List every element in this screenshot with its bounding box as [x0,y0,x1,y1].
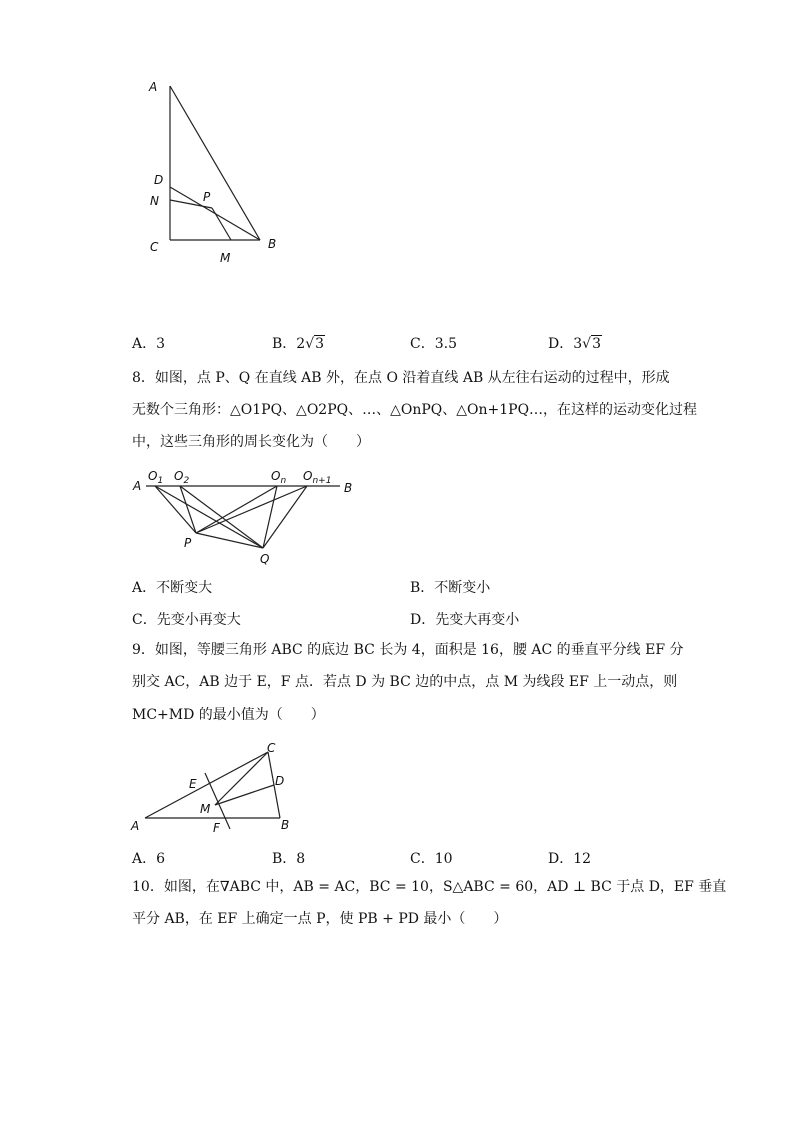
q8-option-a: A．不断变大 [132,580,213,596]
sqrt-sign: √3 [582,336,601,352]
q8-line-2: 无数个三角形：△O1PQ、△O2PQ、…、△OnPQ、△On+1PQ…，在这样的运动变化过程 [132,402,698,418]
q8-option-b: B．不断变小 [410,580,491,596]
label-A: A [149,80,158,94]
q7-option-a: A．3 [132,336,166,352]
label-D: D [154,173,164,187]
q7-option-d: D．3√3 [548,336,601,352]
label-B: B [344,481,353,495]
label-B: B [268,237,277,251]
label-M: M [200,802,211,816]
label-C: C [267,741,276,755]
label-A: A [133,479,142,493]
label-N: N [150,194,159,208]
q10-line-2: 平分 AB，在 EF 上确定一点 P，使 PB + PD 最小（ ） [132,911,508,927]
label-F: F [213,821,220,835]
q9-option-c: C．10 [410,851,453,867]
q9-line-2: 别交 AC，AB 边于 E，F 点．若点 D 为 BC 边的中点，点 M 为线段 EF 上一动点，则 [132,674,678,690]
q7-option-b: B．2√3 [272,336,325,352]
q7-option-c: C．3.5 [410,336,457,352]
label-D: D [275,774,285,788]
q9-option-a: A．6 [132,851,166,867]
label-C: C [150,240,159,254]
q8-option-d: D．先变大再变小 [410,612,520,628]
sqrt-sign: √3 [305,336,325,352]
seg-MD [215,785,274,805]
q9-option-d: D．12 [548,851,592,867]
label-E: E [189,777,197,791]
label-Q: Q [260,552,270,566]
q8-line-3: 中，这些三角形的周长变化为（ ） [132,434,370,450]
label-On: $O_n$ [271,469,287,486]
label-P: P [203,190,211,204]
q8-option-c: C．先变小再变大 [132,612,241,628]
label-M: M [220,251,231,265]
label-O1: $O_1$ [148,469,164,486]
q9-option-b: B．8 [272,851,306,867]
seg-MC [215,752,268,805]
label-A: A [131,819,140,833]
q9-line-3: MC+MD 的最小值为（ ） [132,707,325,723]
q8-line-1: 8．如图，点 P、Q 在直线 AB 外，在点 O 沿着直线 AB 从左往右运动的过程中，形成 [132,370,670,386]
label-B: B [281,818,290,832]
label-On1: $O_{n+1}$ [303,469,332,486]
label-O2: $O_2$ [174,469,190,486]
label-P: P [184,536,192,550]
q9-line-1: 9．如图，等腰三角形 ABC 的底边 BC 长为 4，面积是 16，腰 AC 的垂直平分线 EF 分 [132,642,684,658]
q10-line-1: 10．如图，在∇ABC 中，AB = AC，BC = 10，S△ABC = 60，AD ⊥ BC 于点 D，EF 垂直 [132,879,727,895]
